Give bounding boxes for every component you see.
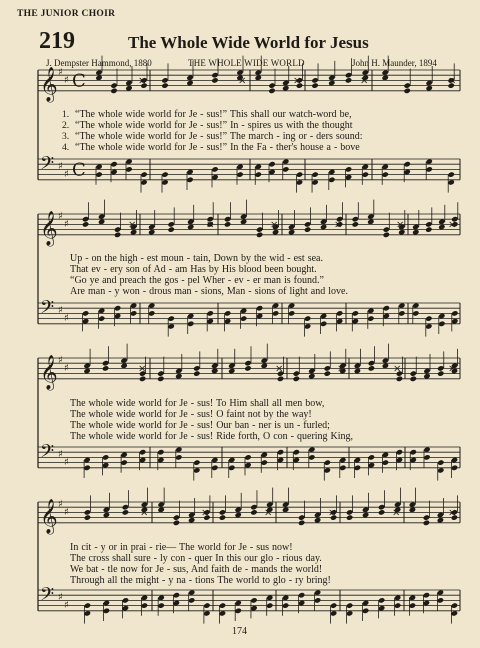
sharp-icon: ♯ (64, 313, 69, 324)
note-head (266, 602, 273, 608)
note-head (175, 454, 182, 460)
note-head (288, 310, 295, 316)
note-head (367, 315, 374, 321)
lyric-line: The whole wide world for Je - sus! O faint not by the way! (70, 409, 312, 420)
note-head (193, 459, 200, 465)
note-head (219, 514, 226, 520)
rest-icon: × (238, 75, 247, 87)
note-head (296, 171, 303, 177)
sharp-icon: ♯ (64, 218, 69, 230)
note-head (250, 597, 257, 603)
lyric-line: “The whole wide world for Je - sus!” The march - ing or - ders sound: (75, 131, 363, 142)
note-head (345, 72, 352, 78)
note-head (207, 310, 214, 316)
lyric-line: The whole wide world for Je - sus! Ride forth, O con - quering King, (70, 431, 354, 442)
note-head (139, 376, 146, 382)
note-head (437, 597, 444, 603)
note-head (256, 226, 263, 232)
note-head (425, 226, 432, 232)
note-head (352, 221, 359, 227)
note-head (173, 514, 180, 520)
note-head (114, 232, 121, 238)
note-head (352, 310, 359, 316)
rest-icon: × (448, 75, 457, 87)
rest-icon: × (334, 219, 343, 231)
note-head (404, 82, 411, 88)
note-head (82, 221, 89, 227)
rest-icon: × (210, 363, 219, 375)
note-head (324, 365, 331, 371)
hymn-number: 219 (39, 28, 75, 54)
note-head (102, 454, 109, 460)
note-head (168, 221, 175, 227)
page-number: 174 (232, 626, 247, 637)
note-head (157, 449, 164, 455)
note-head (168, 315, 175, 321)
common-time-icon: C (72, 70, 86, 92)
note-head (268, 161, 275, 167)
note-head (114, 305, 121, 311)
note-head (423, 592, 430, 598)
note-head (186, 177, 193, 183)
sharp-icon: ♯ (58, 211, 63, 222)
rest-icon: × (396, 219, 405, 231)
note-head (255, 171, 262, 177)
sharp-icon: ♯ (64, 457, 69, 468)
note-head (139, 449, 146, 455)
note-head (328, 177, 335, 183)
note-head (410, 370, 417, 376)
sharp-icon: ♯ (58, 67, 63, 78)
sharp-icon: ♯ (58, 355, 63, 366)
sharp-icon: ♯ (64, 506, 69, 518)
note-head (339, 465, 346, 471)
note-head (426, 166, 433, 172)
note-head (293, 376, 300, 382)
lyric-line: That ev - ery son of Ad - am Has by His blood been bought. (70, 264, 317, 275)
note-head (437, 459, 444, 465)
rest-icon: × (392, 507, 401, 519)
bass-clef-icon: 𝄢 (40, 441, 55, 467)
note-head (368, 365, 375, 371)
rest-icon: × (328, 507, 337, 519)
note-head (110, 82, 117, 88)
rest-icon: × (140, 507, 149, 519)
note-head (82, 310, 89, 316)
note-head (277, 449, 284, 455)
treble-clef-icon: 𝄞 (40, 354, 58, 390)
note-head (346, 509, 353, 515)
rest-icon: × (448, 507, 457, 519)
sharp-icon: ♯ (58, 305, 63, 317)
note-head (187, 321, 194, 327)
note-head (130, 310, 137, 316)
note-head (378, 504, 385, 510)
note-head (368, 454, 375, 460)
rest-icon: × (264, 507, 273, 519)
note-head (382, 171, 389, 177)
note-head (451, 310, 458, 316)
note-head (193, 370, 200, 376)
note-head (311, 82, 318, 88)
note-head (203, 602, 210, 608)
note-head (224, 216, 231, 222)
note-head (277, 376, 284, 382)
note-head (84, 514, 91, 520)
note-head (298, 514, 305, 520)
rest-icon: × (206, 219, 215, 231)
note-head (157, 370, 164, 376)
note-head (256, 305, 263, 311)
note-head (425, 221, 432, 227)
note-head (324, 459, 331, 465)
sharp-icon: ♯ (58, 499, 63, 510)
rest-icon: × (138, 363, 147, 375)
note-head (383, 305, 390, 311)
note-head (282, 602, 289, 608)
rest-icon: × (201, 507, 210, 519)
note-head (122, 509, 129, 515)
note-head (157, 602, 164, 608)
note-head (423, 514, 430, 520)
note-head (308, 454, 315, 460)
note-head (103, 608, 110, 614)
rest-icon: × (337, 363, 346, 375)
sharp-icon: ♯ (58, 592, 63, 604)
note-head (235, 608, 242, 614)
note-head (173, 520, 180, 526)
note-head (250, 509, 257, 515)
note-head (240, 315, 247, 321)
note-head (95, 171, 102, 177)
note-head (110, 161, 117, 167)
note-head (394, 602, 401, 608)
sharp-icon: ♯ (64, 169, 69, 180)
note-head (122, 597, 129, 603)
note-head (423, 520, 430, 526)
words-credit: J. Dempster Hammond, 1880 (46, 58, 152, 68)
note-head (378, 509, 385, 515)
rest-icon: × (128, 219, 137, 231)
note-head (304, 221, 311, 227)
note-head (304, 226, 311, 232)
note-head (157, 376, 164, 382)
note-head (219, 602, 226, 608)
sharp-icon: ♯ (64, 74, 69, 86)
note-head (84, 509, 91, 515)
note-head (168, 226, 175, 232)
note-head (140, 171, 147, 177)
lyric-line: In cit - y or in prai - rie— The world for Je - sus now! (70, 542, 293, 553)
note-head (311, 77, 318, 83)
lyric-line: We bat - tle now for Je - sus, And faith de - mands the world! (70, 564, 323, 575)
note-head (228, 465, 235, 471)
rest-icon: × (293, 75, 302, 87)
note-head (161, 82, 168, 88)
note-head (404, 161, 411, 167)
note-head (336, 310, 343, 316)
note-head (83, 465, 90, 471)
music-credit: John H. Maunder, 1894 (352, 58, 437, 68)
note-head (345, 166, 352, 172)
bass-clef-icon: 𝄢 (40, 153, 55, 179)
note-head (110, 88, 117, 94)
rest-icon: × (270, 219, 279, 231)
note-head (298, 520, 305, 526)
note-head (437, 365, 444, 371)
note-head (173, 592, 180, 598)
rest-icon: × (360, 75, 369, 87)
note-head (244, 360, 251, 366)
sharp-icon: ♯ (64, 362, 69, 374)
note-head (224, 221, 231, 227)
note-head (311, 171, 318, 177)
note-head (320, 321, 327, 327)
note-head (193, 365, 200, 371)
lyric-line: Up - on the high - est moun - tain, Down by the wid - est sea. (70, 253, 323, 264)
note-head (352, 216, 359, 222)
note-head (244, 454, 251, 460)
note-head (451, 465, 458, 471)
note-head (396, 449, 403, 455)
note-head (224, 310, 231, 316)
stanza-number: 1. (62, 109, 70, 120)
note-head (211, 166, 218, 172)
note-head (188, 597, 195, 603)
note-head (102, 365, 109, 371)
note-head (362, 171, 369, 177)
book-section-header: THE JUNIOR CHOIR (17, 9, 116, 19)
note-head (346, 514, 353, 520)
lyric-line: Are man - y won - drous man - sions, Man - sions of light and love. (70, 286, 348, 297)
note-head (304, 315, 311, 321)
note-head (125, 166, 132, 172)
sharp-icon: ♯ (58, 161, 63, 173)
treble-clef-icon: 𝄞 (40, 498, 58, 534)
note-head (354, 465, 361, 471)
lyric-line: The cross shall sure - ly con - quer In this our glo - rious day. (70, 553, 322, 564)
note-head (84, 602, 91, 608)
lyric-line: “The whole wide world for Je - sus!” This shall our watch-word be, (75, 109, 352, 120)
note-head (448, 171, 455, 177)
note-head (330, 602, 337, 608)
note-head (161, 77, 168, 83)
note-head (236, 171, 243, 177)
note-head (324, 370, 331, 376)
note-head (120, 459, 127, 465)
note-head (122, 504, 129, 510)
note-head (410, 376, 417, 382)
stanza-number: 2. (62, 120, 70, 131)
note-head (362, 608, 369, 614)
note-head (383, 232, 390, 238)
note-head (211, 77, 218, 83)
note-head (346, 602, 353, 608)
note-head (298, 592, 305, 598)
note-head (102, 360, 109, 366)
note-head (382, 459, 389, 465)
treble-clef-icon: 𝄞 (40, 210, 58, 246)
note-head (425, 315, 432, 321)
stanza-number: 4. (62, 142, 70, 153)
note-head (345, 77, 352, 83)
note-head (211, 72, 218, 78)
lyric-line: The whole wide world for Je - sus! Our ban - ner is un - furled; (70, 420, 330, 431)
stanza-number: 3. (62, 131, 70, 142)
lyric-line: “The whole wide world for Je - sus!” In the Fa - ther's house a - bove (75, 142, 360, 153)
note-head (293, 449, 300, 455)
lyric-line: The whole wide world for Je - sus! To Him shall all men bow, (70, 398, 325, 409)
note-head (314, 597, 321, 603)
sharp-icon: ♯ (64, 600, 69, 611)
hymn-title: The Whole Wide World for Jesus (128, 33, 369, 52)
lyric-line: “The whole wide world for Je - sus!” In - spires us with the thought (75, 120, 353, 131)
note-head (244, 365, 251, 371)
note-head (141, 602, 148, 608)
sharp-icon: ♯ (58, 449, 63, 461)
note-head (211, 465, 218, 471)
note-head (272, 310, 279, 316)
tune-name: THE WHOLE WIDE WORLD (188, 58, 305, 68)
note-head (161, 171, 168, 177)
note-head (219, 509, 226, 515)
note-head (451, 602, 458, 608)
lyric-line: “Go ye and preach the gos - pel Wher - ev - er man is found.” (70, 275, 324, 286)
note-head (268, 88, 275, 94)
treble-clef-icon: 𝄞 (40, 66, 58, 102)
note-head (438, 321, 445, 327)
rest-icon: × (275, 363, 284, 375)
note-head (404, 88, 411, 94)
rest-icon: × (448, 363, 457, 375)
note-head (261, 459, 268, 465)
note-head (368, 360, 375, 366)
note-head (396, 376, 403, 382)
note-head (282, 166, 289, 172)
common-time-icon: C (72, 159, 86, 181)
note-head (378, 597, 385, 603)
note-head (256, 232, 263, 238)
rest-icon: × (138, 75, 147, 87)
note-head (114, 226, 121, 232)
lyric-line: Through all the might - y na - tions The world to glo - ry bring! (70, 575, 331, 586)
note-head (82, 216, 89, 222)
note-head (410, 449, 417, 455)
note-head (98, 315, 105, 321)
bass-clef-icon: 𝄢 (40, 297, 55, 323)
note-head (412, 310, 419, 316)
rest-icon: × (393, 363, 402, 375)
bass-clef-icon: 𝄢 (40, 584, 55, 610)
note-head (250, 504, 257, 510)
note-head (409, 602, 416, 608)
note-head (383, 226, 390, 232)
note-head (423, 454, 430, 460)
note-head (148, 310, 155, 316)
rest-icon: × (448, 219, 457, 231)
note-head (398, 310, 405, 316)
note-head (437, 370, 444, 376)
note-head (268, 82, 275, 88)
note-head (293, 370, 300, 376)
